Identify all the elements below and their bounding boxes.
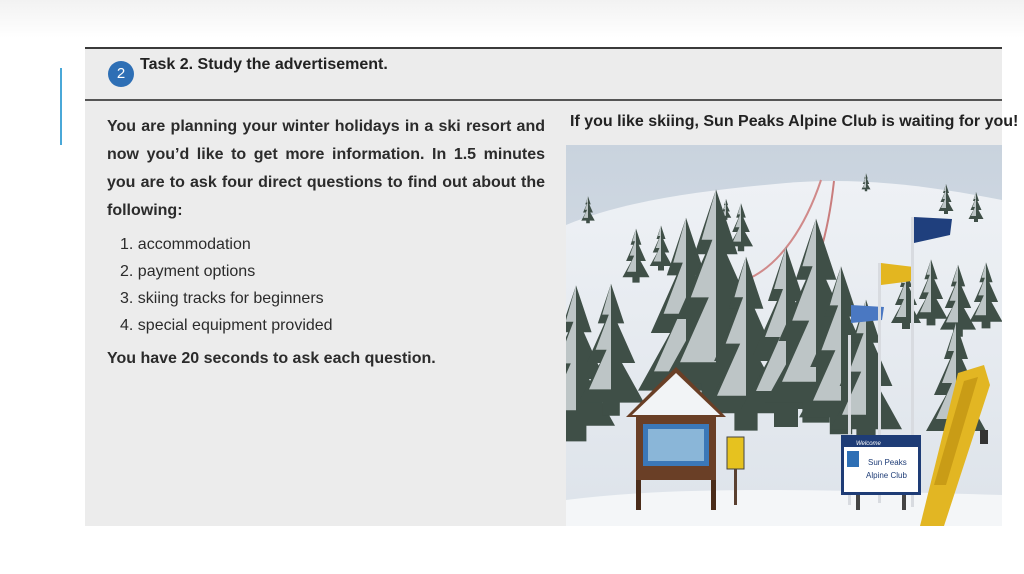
instructions-text: You are planning your winter holidays in a ski resort and now you’d like to get more information. In 1.5 minutes you are to ask four direct questions to find out about the following: [107,118,545,219]
task-title: Task 2. Study the advertisement. [140,56,388,73]
sign-name-line1: Sun Peaks [868,458,907,467]
closing-text: You have 20 seconds to ask each question. [107,350,436,367]
ad-heading: If you like skiing, Sun Peaks Alpine Club is waiting for you! [570,113,1019,130]
accent-bar [60,68,62,145]
ski-resort-photo [566,145,1002,526]
topic-item-accommodation: 1. accommodation [120,236,251,253]
top-rule [85,47,1002,49]
topic-item-payment: 2. payment options [120,263,256,280]
ski-resort-illustration [566,145,1002,526]
task-number-badge: 2 [108,61,134,87]
sign-name-line2: Alpine Club [866,471,907,480]
task-slide [85,47,1019,526]
topic-item-equipment: 4. special equipment provided [120,317,333,334]
topics-list [120,231,333,339]
topic-item-tracks: 3. skiing tracks for beginners [120,290,324,307]
sign-welcome-text: Welcome [856,441,881,447]
title-rule [85,99,1002,101]
top-shadow [0,0,1024,38]
